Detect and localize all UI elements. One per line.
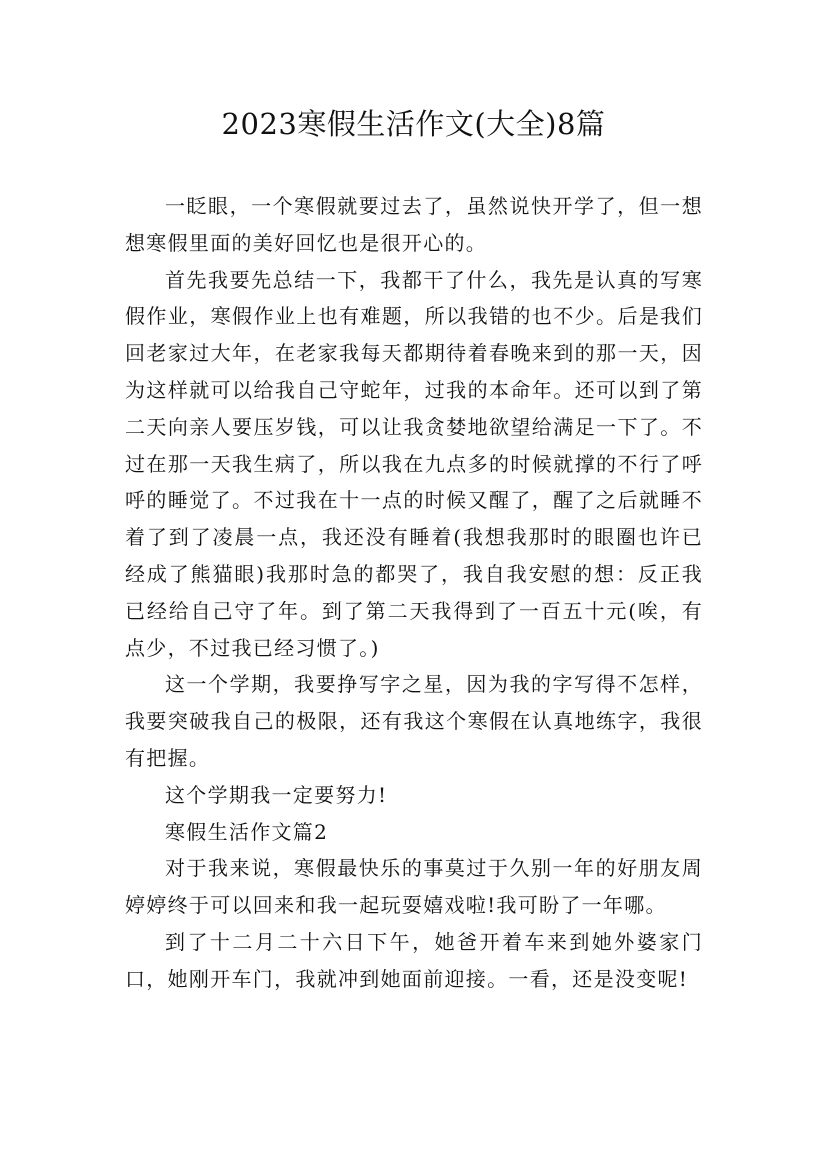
section-heading: 寒假生活作文篇2 <box>165 819 329 844</box>
paragraph: 到了十二月二十六日下午，她爸开着车来到她外婆家门口，她刚开车门，我就冲到她面前迎接。一看，还是没变呢! <box>125 929 703 991</box>
paragraph: 这个学期我一定要努力! <box>165 782 388 807</box>
document-body <box>125 188 703 998</box>
paragraph: 对于我来说，寒假最快乐的事莫过于久别一年的好朋友周婷婷终于可以回来和我一起玩耍嬉戏啦!我可盼了一年哪。 <box>125 856 703 918</box>
paragraph: 首先我要先总结一下，我都干了什么，我先是认真的写寒假作业，寒假作业上也有难题，所以我错的也不少。后是我们回老家过大年，在老家我每天都期待着春晚来到的那一天，因为这样就可以给我自己守蛇年，过我的本命年。还可以到了第二天向亲人要压岁钱，可以让我贪婪地欲望给满足一下了。不过在那一天我生病了，所以我在九点多的时候就撑的不行了呼呼的睡觉了。不过我在十一点的时候又醒了，醒了之后就睡不着了到了凌晨一点，我还没有睡着(我想我那时的眼圈也许已经成了熊猫眼)我那时急的都哭了，我自我安慰的想：反正我已经给自己守了年。到了第二天我得到了一百五十元(唉，有点少，不过我已经习惯了。) <box>125 267 703 660</box>
paragraph: 这一个学期，我要挣写字之星，因为我的字写得不怎样，我要突破我自己的极限，还有我这个寒假在认真地练字，我很有把握。 <box>125 672 703 770</box>
document-title: 2023寒假生活作文(大全)8篇 <box>221 107 606 141</box>
paragraph: 一眨眼，一个寒假就要过去了，虽然说快开学了，但一想想寒假里面的美好回忆也是很开心的。 <box>125 194 703 255</box>
